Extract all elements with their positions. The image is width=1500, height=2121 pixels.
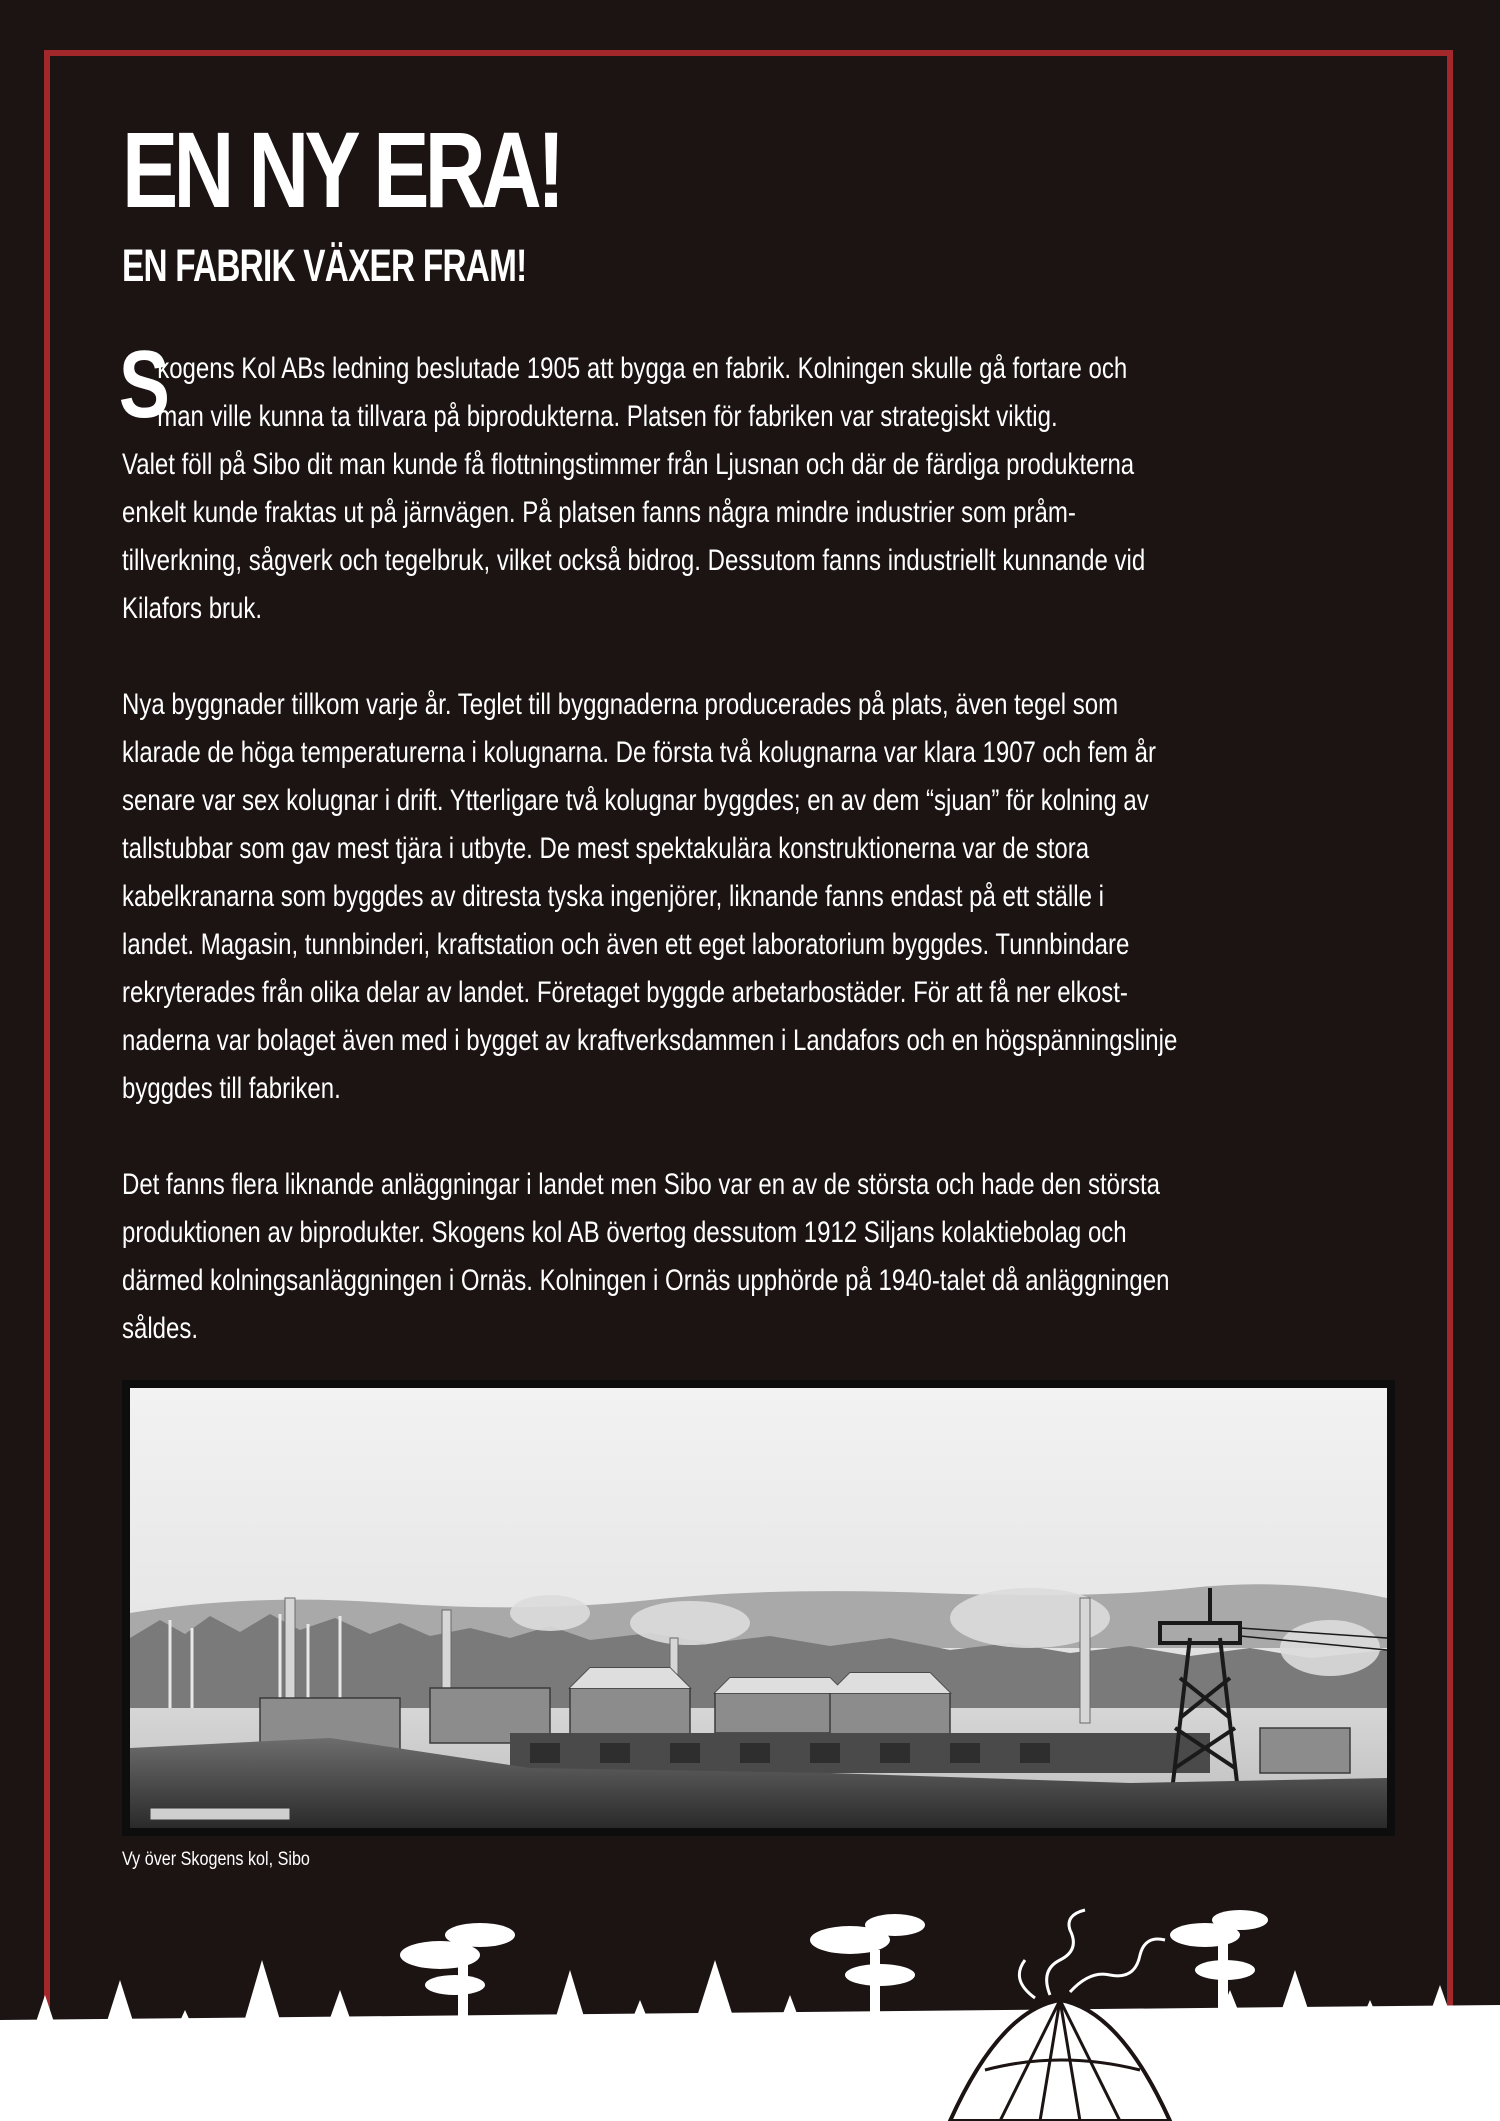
paragraph-line-text: kogens Kol ABs ledning beslutade 1905 att bygga en fabrik. Kolningen skulle gå fortare och bbox=[157, 352, 1128, 385]
paragraph-line: kabelkranarna som byggdes av ditresta tyska ingenjörer, liknande fanns endast på ett ställe i bbox=[122, 880, 1104, 913]
paragraph-line: Nya byggnader tillkom varje år. Teglet till byggnaderna producerades på plats, även tegel som bbox=[122, 688, 1119, 721]
paragraph-line: Valet föll på Sibo dit man kunde få flottningstimmer från Ljusnan och där de färdiga produkterna bbox=[122, 448, 1135, 481]
article-body bbox=[118, 331, 1412, 1401]
paragraph-3 bbox=[122, 1161, 1412, 1353]
paragraph-line: landet. Magasin, tunnbinderi, kraftstation och även ett eget laboratorium byggdes. Tunnbindare bbox=[122, 928, 1130, 961]
paragraph-line: Kilafors bruk. bbox=[122, 592, 263, 625]
paragraph-line: tillverkning, sågverk och tegelbruk, vilket också bidrog. Dessutom fanns industriellt kunnande vid bbox=[122, 544, 1146, 577]
header bbox=[122, 109, 1392, 291]
paragraph-line: därmed kolningsanläggningen i Ornäs. Kolningen i Ornäs upphörde på 1940-talet då anläggningen bbox=[122, 1264, 1170, 1297]
paragraph-line: byggdes till fabriken. bbox=[122, 1072, 341, 1105]
paragraph-line: enkelt kunde fraktas ut på järnvägen. På platsen fanns några mindre industrier som pråm- bbox=[122, 496, 1076, 529]
paragraph-line: klarade de höga temperaturerna i kolugnarna. De första två kolugnarna var klara 1907 och fem år bbox=[122, 736, 1156, 769]
forest-silhouette-footer bbox=[0, 1900, 1500, 2121]
factory-panorama-photo bbox=[130, 1388, 1387, 1828]
drop-cap: S bbox=[118, 331, 171, 438]
page-subtitle: EN FABRIK VÄXER FRAM! bbox=[122, 240, 527, 291]
paragraph-line: naderna var bolaget även med i bygget av kraftverksdammen i Landafors och en högspänningslinje bbox=[122, 1024, 1178, 1057]
paragraph-line: rekryterades från olika delar av landet. Företaget byggde arbetarbostäder. För att få ner elkost- bbox=[122, 976, 1128, 1009]
paragraph-2 bbox=[122, 681, 1412, 1113]
paragraph-line: såldes. bbox=[122, 1312, 199, 1345]
paragraph-line: senare var sex kolugnar i drift. Ytterligare två kolugnar byggdes; en av dem “sjuan” för kolning av bbox=[122, 784, 1149, 817]
paragraph-line: produktionen av biprodukter. Skogens kol AB övertog dessutom 1912 Siljans kolaktiebolag och bbox=[122, 1216, 1127, 1249]
paragraph-1 bbox=[118, 331, 1412, 633]
historic-photo-frame bbox=[122, 1380, 1395, 1836]
photo-caption: Vy över Skogens kol, Sibo bbox=[122, 1849, 310, 1870]
page-title: EN NY ERA! bbox=[122, 109, 561, 230]
smoke-icon bbox=[1019, 1910, 1165, 1998]
paragraph-line: tallstubbar som gav mest tjära i utbyte. De mest spektakulära konstruktionerna var de stora bbox=[122, 832, 1090, 865]
paragraph-line: Det fanns flera liknande anläggningar i landet men Sibo var en av de största och hade den största bbox=[122, 1168, 1160, 1201]
paragraph-line: man ville kunna ta tillvara på biprodukterna. Platsen för fabriken var strategiskt viktig. bbox=[157, 400, 1058, 433]
